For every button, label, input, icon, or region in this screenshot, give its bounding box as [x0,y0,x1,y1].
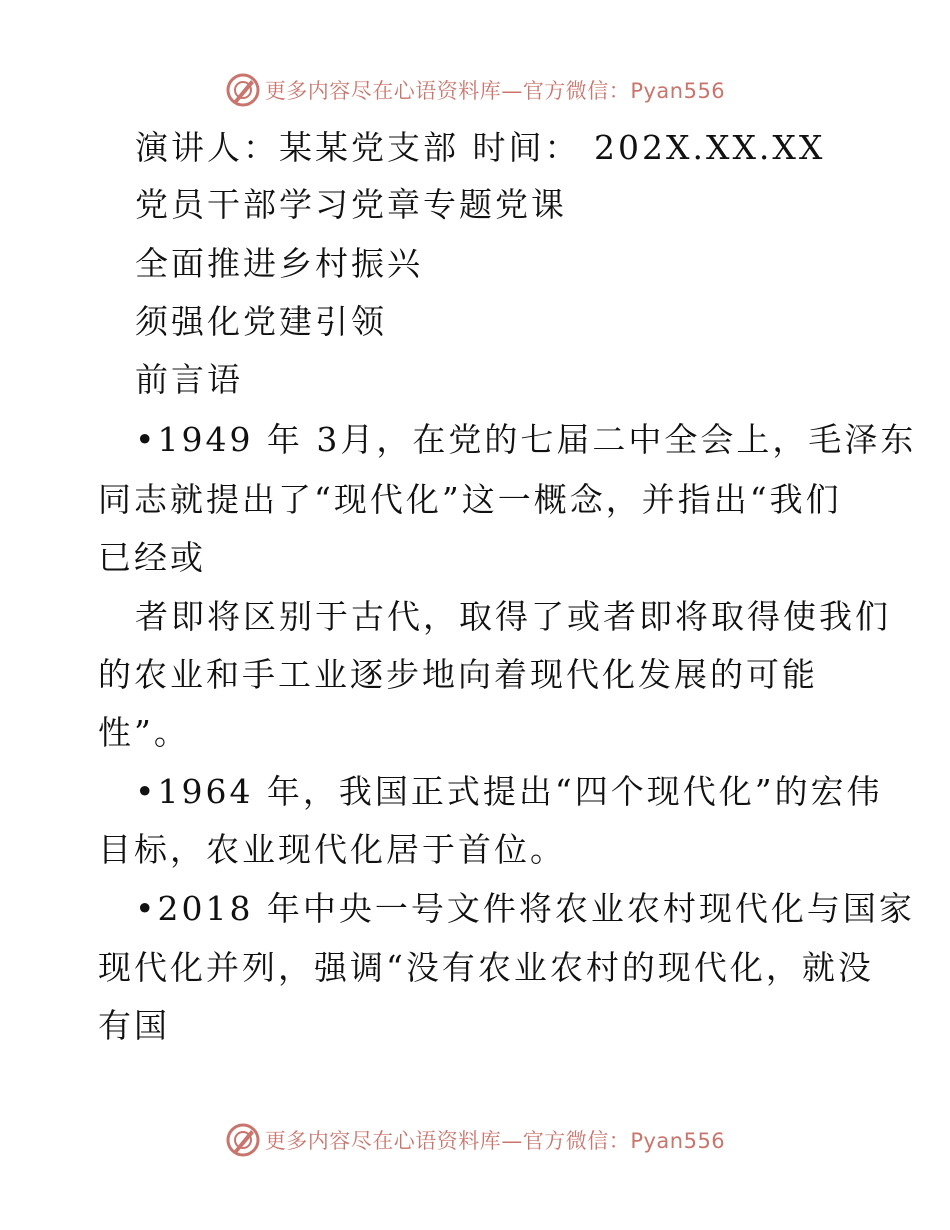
paragraph-1949-line-2: 同志就提出了“现代化”这一概念，并指出“我们 [98,480,842,519]
paragraph-2018-line-3: 有国 [98,1006,170,1045]
watermark-wechat-id: Pyan556 [630,1129,726,1153]
header-watermark-banner [0,70,950,110]
speaker-line: 演讲人：某某党支部 时间： 202X.XX.XX [135,128,826,167]
paragraph-continue-line-1: 者即将区别于古代，取得了或者即将取得使我们 [135,597,891,636]
paragraph-1949-line-1: •1949 年 3月，在党的七届二中全会上，毛泽东 [135,420,917,459]
course-title: 党员干部学习党章专题党课 [135,185,567,224]
watermark-wechat-id: Pyan556 [630,79,726,103]
watermark-main: 更多内容尽在心语资料库 [264,1129,502,1153]
paragraph-2018-line-2: 现代化并列，强调“没有农业农村的现代化，就没 [98,948,874,987]
paragraph-2018-line-1: •2018 年中央一号文件将农业农村现代化与国家 [135,889,915,928]
brand-logo-icon [225,72,261,108]
watermark-text [265,1125,725,1155]
preface-heading: 前言语 [135,360,243,399]
subtitle-line-2: 须强化党建引领 [135,302,387,341]
paragraph-continue-line-3: 性”。 [98,713,190,752]
subtitle-line-1: 全面推进乡村振兴 [135,244,423,283]
watermark-text [265,75,725,105]
watermark-separator: — [501,79,523,103]
watermark-wechat-label: 官方微信： [522,79,631,103]
paragraph-1964-line-2: 目标，农业现代化居于首位。 [98,830,566,869]
watermark-separator: — [501,1129,523,1153]
paragraph-1964-line-1: •1964 年，我国正式提出“四个现代化”的宏伟 [135,772,883,811]
paragraph-continue-line-2: 的农业和手工业逐步地向着现代化发展的可能 [98,655,818,694]
brand-logo-icon [225,1122,261,1158]
footer-watermark-banner [0,1120,950,1160]
watermark-main: 更多内容尽在心语资料库 [264,79,502,103]
watermark-wechat-label: 官方微信： [522,1129,631,1153]
paragraph-1949-line-3: 已经或 [98,538,206,577]
